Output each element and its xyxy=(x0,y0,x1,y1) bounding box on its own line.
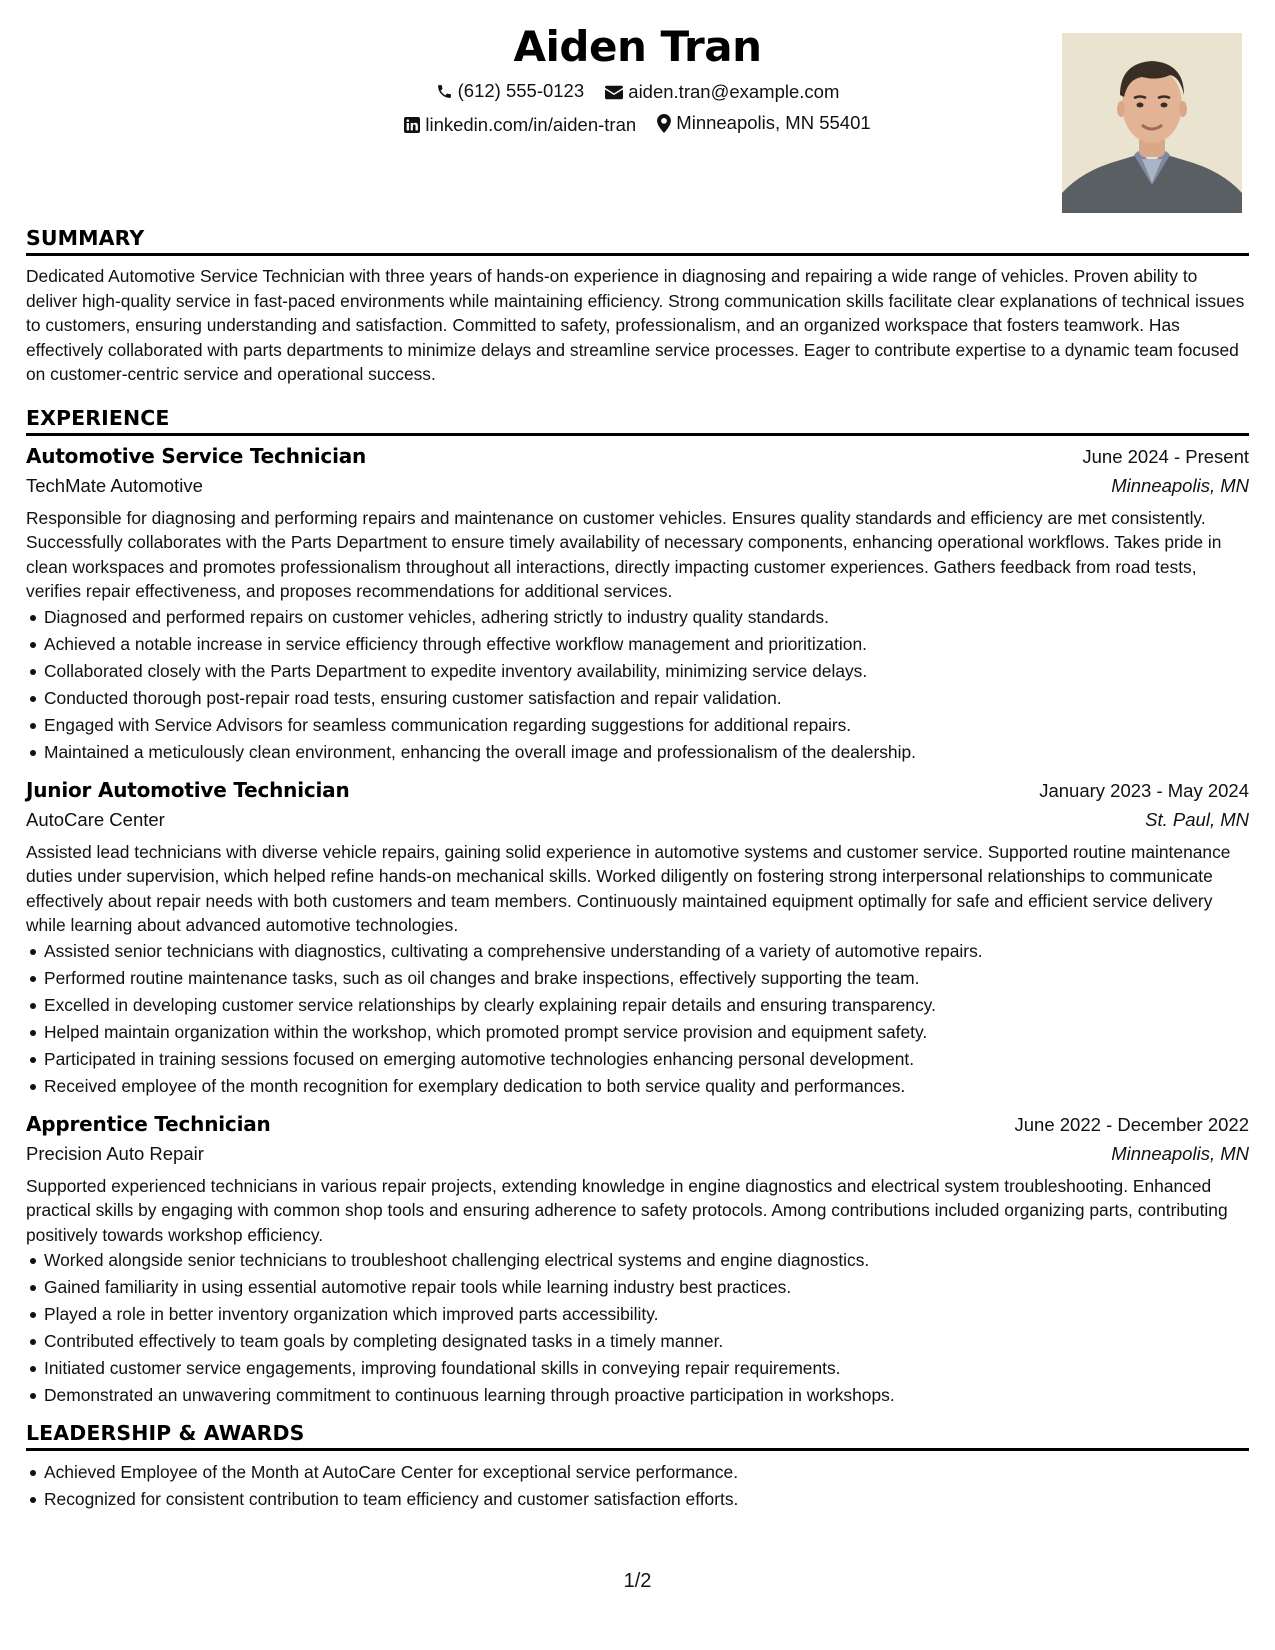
job-title: Automotive Service Technician xyxy=(26,443,367,468)
job-entry xyxy=(26,444,1249,766)
summary-text: Dedicated Automotive Service Technician with three years of hands-on experience in diagnosing and repairing a wide range of vehicles. Proven ability to deliver high-quality service in fast-paced environments while maintaining efficiency. Strong communication skills facilitate clear explanations of technical issues to customers, ensuring understanding and satisfaction. Committed to safety, professionalism, and an organized workspace that fosters teamwork. Has effectively collaborated with parts departments to minimize delays and streamline service processes. Eager to contribute expertise to a dynamic team focused on customer-centric service and operational success. xyxy=(26,266,1245,384)
job-description: Responsible for diagnosing and performing repairs and maintenance on customer vehicles. Ensures quality standards and efficiency are met consistently. Successfully collaborates with the Parts Department to ensure timely availability of necessary components, enhancing operational workflows. Takes pride in clean workspaces and promotes professionalism throughout all interactions, directly impacting customer experiences. Gathers feedback from road tests, verifies repair effectiveness, and proposes recommendations for additional services. xyxy=(26,507,1222,601)
list-item: Played a role in better inventory organization which improved parts accessibility. xyxy=(44,1301,1249,1328)
candidate-name: Aiden Tran xyxy=(513,22,762,71)
job-title: Junior Automotive Technician xyxy=(26,777,350,802)
job-bullets xyxy=(26,938,1249,1100)
list-item: Diagnosed and performed repairs on customer vehicles, adhering strictly to industry quality standards. xyxy=(44,604,1249,631)
linkedin-icon xyxy=(404,117,420,133)
list-item: Excelled in developing customer service relationships by clearly explaining repair details and ensuring transparency. xyxy=(44,992,1249,1019)
linkedin-text: linkedin.com/in/aiden-tran xyxy=(425,113,637,135)
contact-location xyxy=(657,112,870,134)
summary-section xyxy=(26,226,1249,387)
awards-heading: LEADERSHIP & AWARDS xyxy=(26,1421,1249,1451)
list-item: Contributed effectively to team goals by completing designated tasks in a timely manner. xyxy=(44,1328,1249,1355)
email-text: aiden.tran@example.com xyxy=(628,81,840,102)
job-location: Minneapolis, MN xyxy=(1111,474,1249,496)
job-description: Supported experienced technicians in various repair projects, extending knowledge in engine diagnostics and electrical system troubleshooting. Enhanced practical skills by engaging with common shop tools and ensuring adherence to safety protocols. Among contributions included organizing parts, contributing positively towards workshop efficiency. xyxy=(26,1175,1228,1245)
list-item: Collaborated closely with the Parts Department to expedite inventory availability, minimizing service delays. xyxy=(44,658,1249,685)
job-company: Precision Auto Repair xyxy=(26,1142,204,1164)
list-item: Maintained a meticulously clean environment, enhancing the overall image and professionalism of the dealership. xyxy=(44,739,1249,766)
list-item: Demonstrated an unwavering commitment to continuous learning through proactive participation in workshops. xyxy=(44,1382,1249,1409)
job-date: June 2024 - Present xyxy=(1082,445,1249,467)
list-item: Achieved Employee of the Month at AutoCare Center for exceptional service performance. xyxy=(44,1459,1249,1486)
list-item: Recognized for consistent contribution to team efficiency and customer satisfaction efforts. xyxy=(44,1486,1249,1513)
list-item: Initiated customer service engagements, improving foundational skills in conveying repair requirements. xyxy=(44,1355,1249,1382)
job-date: June 2022 - December 2022 xyxy=(1014,1113,1249,1135)
job-bullets xyxy=(26,1247,1249,1409)
job-company: TechMate Automotive xyxy=(26,474,203,496)
list-item: Participated in training sessions focused on emerging automotive technologies enhancing personal development. xyxy=(44,1046,1249,1073)
job-entry xyxy=(26,778,1249,1100)
envelope-icon xyxy=(605,85,623,100)
list-item: Achieved a notable increase in service efficiency through effective workflow management and prioritization. xyxy=(44,631,1249,658)
list-item: Received employee of the month recognition for exemplary dedication to both service quality and performances. xyxy=(44,1073,1249,1100)
awards-section xyxy=(26,1421,1249,1513)
contact-linkedin[interactable] xyxy=(404,114,636,136)
job-date: January 2023 - May 2024 xyxy=(1039,779,1249,801)
job-title: Apprentice Technician xyxy=(26,1111,271,1136)
list-item: Assisted senior technicians with diagnostics, cultivating a comprehensive understanding of a variety of automotive repairs. xyxy=(44,938,1249,965)
profile-photo xyxy=(1062,33,1242,213)
list-item: Helped maintain organization within the workshop, which promoted prompt service provision and equipment safety. xyxy=(44,1019,1249,1046)
experience-heading: EXPERIENCE xyxy=(26,406,1249,436)
phone-icon xyxy=(436,83,453,100)
job-location: St. Paul, MN xyxy=(1145,808,1249,830)
awards-bullets xyxy=(26,1459,1249,1513)
contact-email[interactable] xyxy=(605,81,839,103)
job-entry xyxy=(26,1112,1249,1410)
job-description: Assisted lead technicians with diverse vehicle repairs, gaining solid experience in automotive systems and customer service. Supported routine maintenance duties under supervision, which helped refine hands-on mechanical skills. Worked diligently on fostering strong interpersonal relationships to communicate effectively about repair needs with both customers and team members. Continuously maintained equipment optimally for safe and efficient service delivery while learning about advanced automotive technologies. xyxy=(26,841,1231,935)
resume-content xyxy=(26,226,1249,1513)
resume-header xyxy=(0,0,1275,215)
location-text: Minneapolis, MN 55401 xyxy=(676,112,871,133)
summary-heading: SUMMARY xyxy=(26,226,1249,256)
experience-section xyxy=(26,406,1249,1410)
job-location: Minneapolis, MN xyxy=(1111,1142,1249,1164)
map-pin-icon xyxy=(657,114,671,133)
list-item: Conducted thorough post-repair road tests, ensuring customer satisfaction and repair validation. xyxy=(44,685,1249,712)
list-item: Engaged with Service Advisors for seamless communication regarding suggestions for additional repairs. xyxy=(44,712,1249,739)
page-number: 1/2 xyxy=(623,1570,652,1592)
list-item: Worked alongside senior technicians to troubleshoot challenging electrical systems and engine diagnostics. xyxy=(44,1247,1249,1274)
job-bullets xyxy=(26,604,1249,766)
list-item: Performed routine maintenance tasks, such as oil changes and brake inspections, effectively supporting the team. xyxy=(44,965,1249,992)
contact-phone xyxy=(436,80,585,102)
list-item: Gained familiarity in using essential automotive repair tools while learning industry best practices. xyxy=(44,1274,1249,1301)
job-company: AutoCare Center xyxy=(26,808,165,830)
phone-text: (612) 555-0123 xyxy=(457,80,585,101)
